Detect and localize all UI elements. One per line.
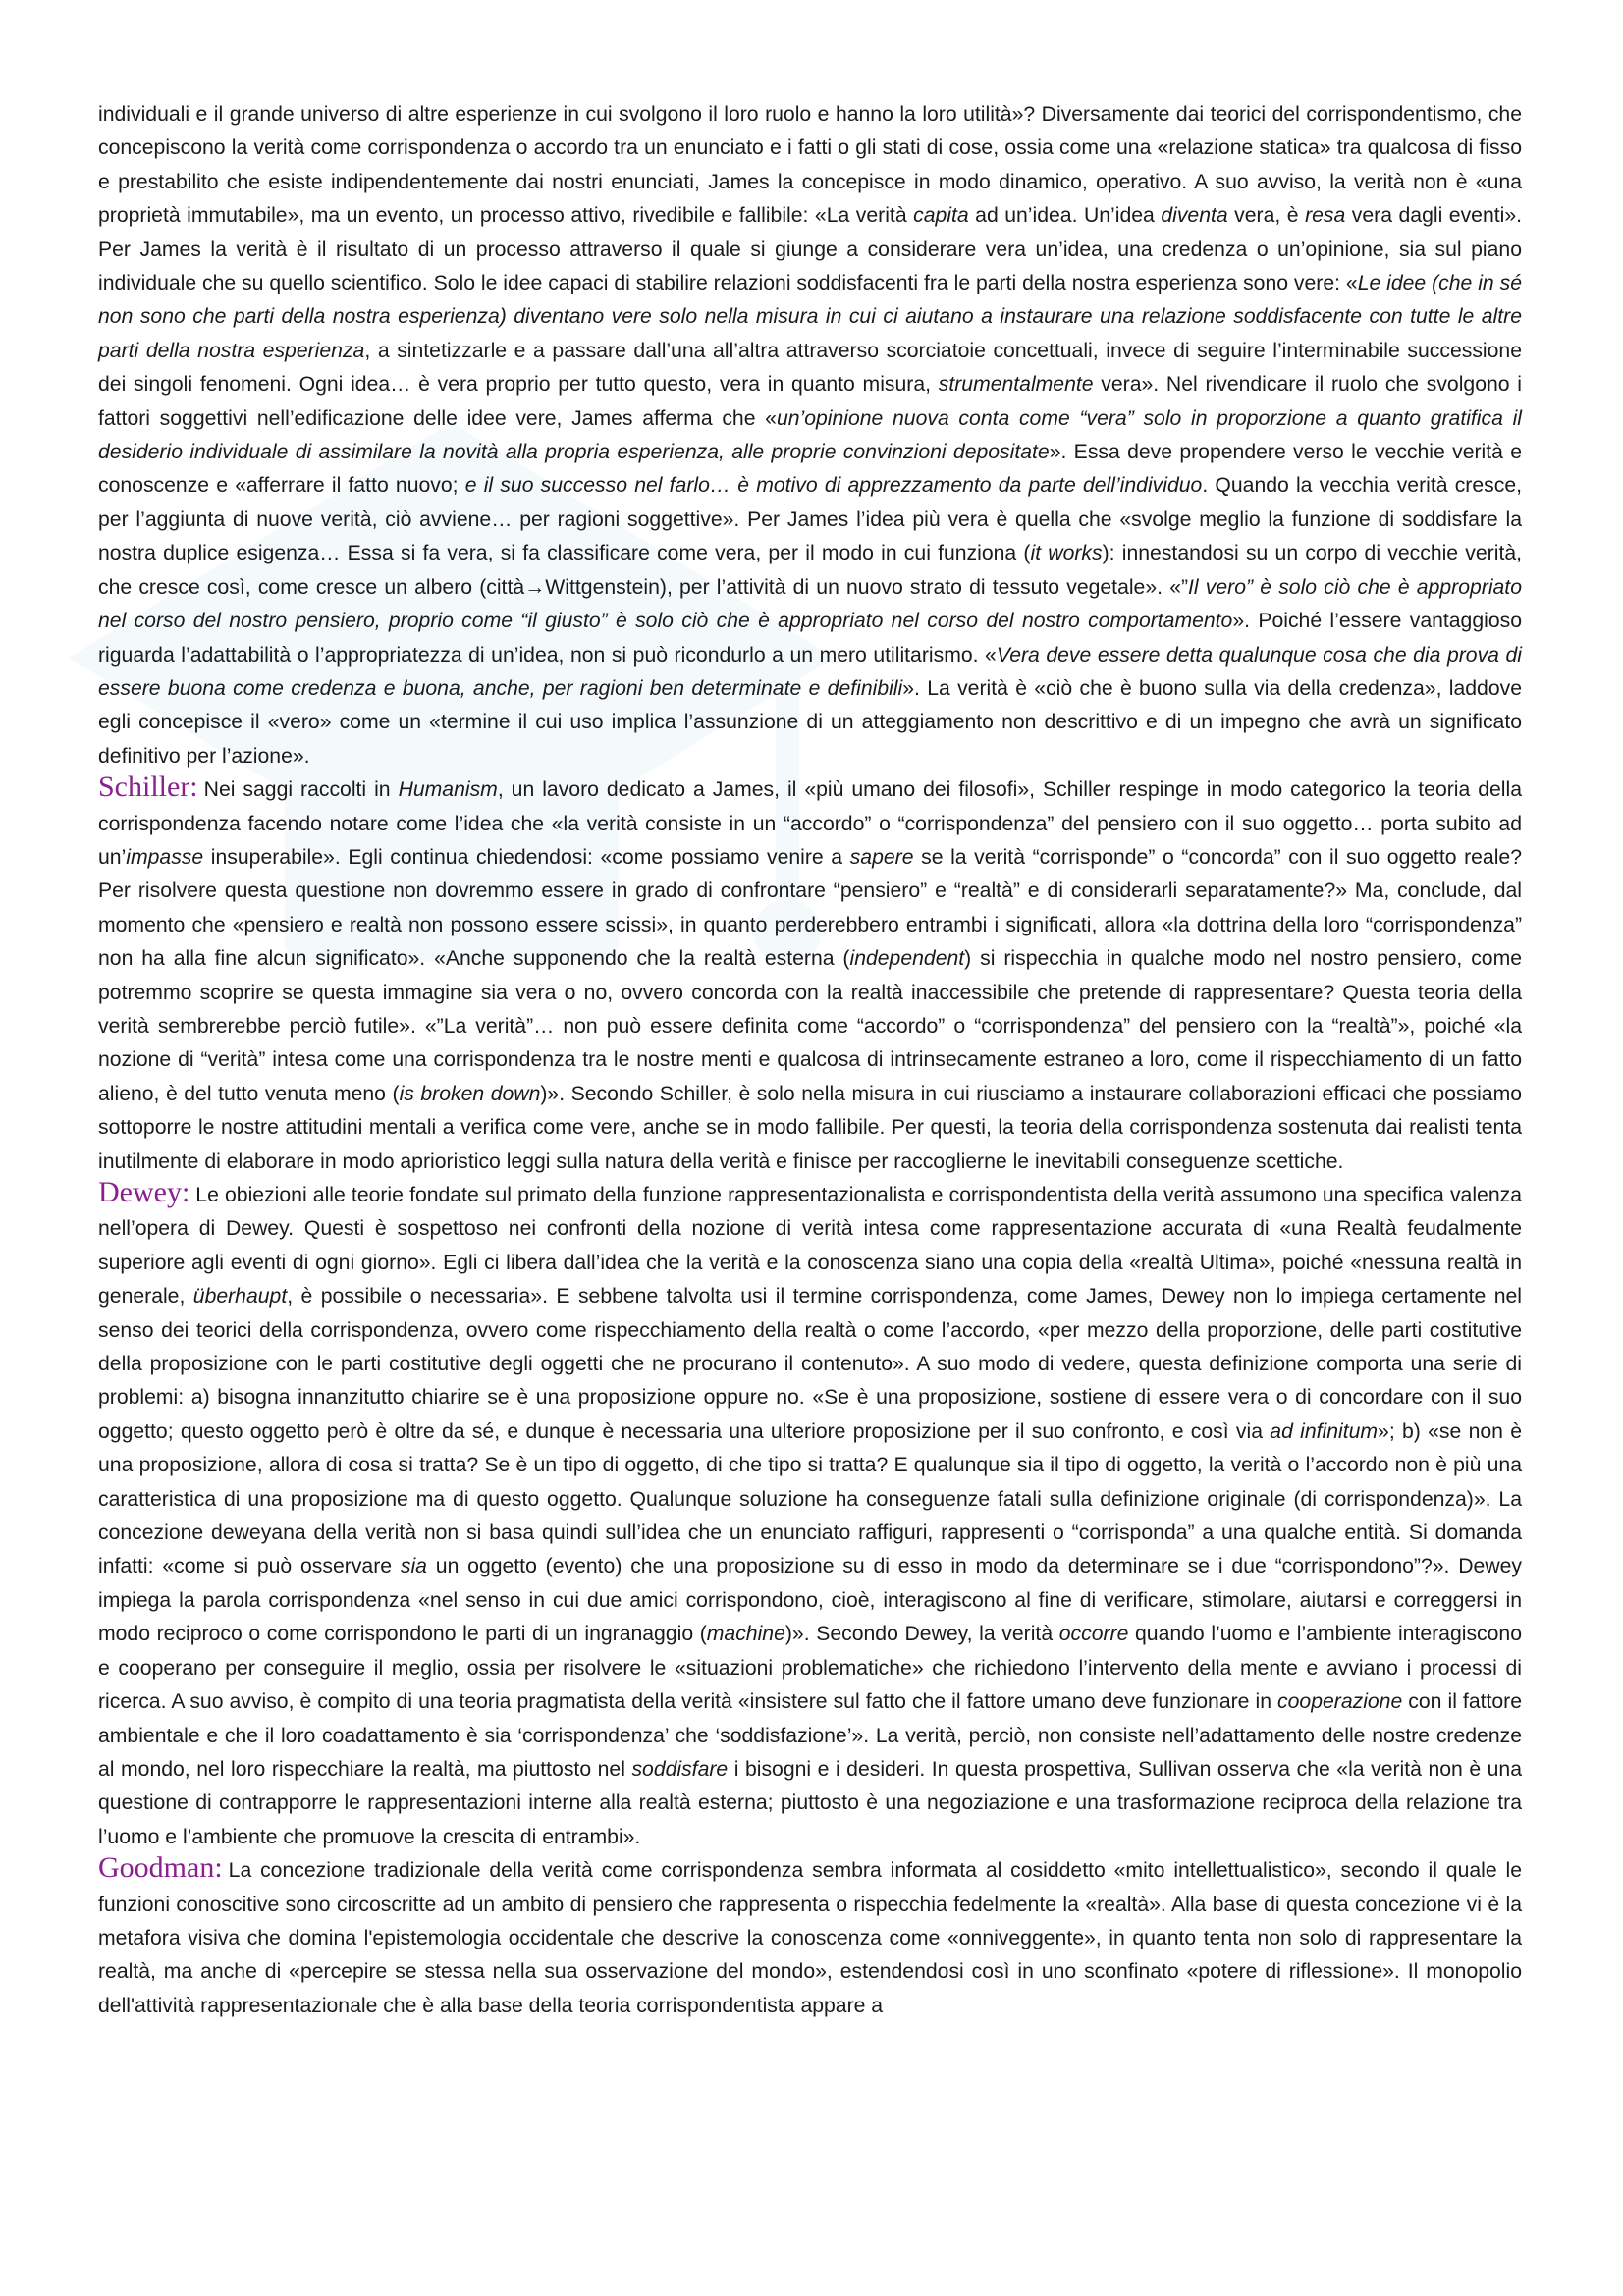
paragraph-james [98, 98, 1522, 774]
italic-text: independent [849, 947, 965, 971]
text-run: Le obiezioni alle teorie fondate sul primato della funzione rappresentazionalista e corrispondentista della verità assumono una specifica valenza nell’opera di Dewey. Questi è sospettoso nei confronti della nozione di verità intesa come rappresentazione accurata di «una Realtà feudalmente superiore agli eventi di ogni giorno». Egli ci libera dall’idea che la verità e la conoscenza siano una copia della «realtà Ultima», poiché «nessuna realtà in generale, [98, 1184, 1522, 1308]
text-run: , è possibile o necessaria». E sebbene talvolta usi il termine corrispondenza, come James, Dewey non lo impiega certamente nel senso dei teorici della corrispondenza, ovvero come rispecchiamento della realtà o come l’accordo, «per mezzo della proporzione, delle parti costitutive della proposizione con le parti costitutive degli oggetti che ne procurano il contenuto». A suo modo di vedere, questa definizione comporta una serie di problemi: a) bisogna innanzitutto chiarire se è una proposizione oppure no. «Se è una proposizione, sostiene di essere vera o di concordare con il suo oggetto; questo oggetto però è oltre da sé, e dunque è necessaria una ulteriore proposizione per il suo confronto, e così via [98, 1285, 1522, 1443]
text-run: ) si rispecchia in qualche modo nel nostro pensiero, come potremmo scoprire se questa immagine sia vera o no, ovvero concorda con la realtà inaccessibile che pretende di rappresentare? Questa teoria della verità sembrerebbe perciò futile». «”La verità”… non può essere definita come “accordo” o “corrispondenza” del pensiero con la “realtà”», poiché «la nozione di “verità” intesa come una corrispondenza tra le nostre menti e qualcosa di intrinsecamente estraneo a loro, come il rispecchiamento di un fatto alieno, è del tutto venuta meno ( [98, 947, 1522, 1105]
paragraph-dewey [98, 1176, 1523, 1854]
italic-text: machine [706, 1623, 785, 1646]
italic-text: soddisfare [631, 1757, 729, 1781]
italic-text: impasse [126, 845, 204, 869]
text-run: Nei saggi raccolti in [203, 778, 399, 802]
text-run: vera». Nel rivendicare il ruolo che svolgono i fattori soggettivi nell’edificazione delle idee vere, James afferma che « [98, 373, 1522, 430]
text-run: vera dagli eventi». Per James la verità è il risultato di un processo attraverso il quale si giunge a considerare vera un’idea, una credenza o un’opinione, sia sul piano individuale che su quello scientifico. Solo le idee capaci di stabilire relazioni soddisfacenti fra le parti della nostra esperienza sono vere: « [98, 204, 1523, 295]
italic-text: is broken down [399, 1082, 541, 1105]
italic-text: it works [1030, 542, 1103, 565]
text-run: )». Secondo Dewey, la verità [784, 1623, 1059, 1646]
section-heading: Schiller: [98, 771, 198, 804]
text-run: vera, è [1227, 204, 1306, 228]
italic-text: ad infinitum [1270, 1419, 1379, 1443]
italic-text: resa [1305, 204, 1346, 228]
text-run: ». Poiché l’essere vantaggioso riguarda l’adattabilità o l’appropriatezza di un’idea, non si può ricondurlo a un mero utilitarismo. « [98, 610, 1522, 667]
text-run: ». La verità è «ciò che è buono sulla via della credenza», laddove egli concepisce il «vero» come un «termine il cui uso implica l’assunzione di un atteggiamento non descrittivo e di un impegno che avrà un significato definitivo per l’azione». [98, 676, 1522, 768]
text-run: . Quando la vecchia verità cresce, per l’aggiunta di nuove verità, ciò avviene… per ragioni soggettive». Per James l’idea più vera è quella che «svolge meglio la funzione di soddisfare la nostra duplice esigenza… Essa si fa vera, si fa classificare come vera, per il modo in cui funziona ( [98, 474, 1522, 565]
text-run: un oggetto (evento) che una proposizione su di esso in modo da determinare se i due “corrispondono”?». Dewey impiega la parola corrispondenza «nel senso in cui due amici corrispondono, cioè, interagiscono al fine di verificare, stimolare, aiutarsi e correggersi in modo reciproco o come corrispondono le parti di un ingranaggio ( [98, 1555, 1523, 1646]
section-heading: Goodman: [98, 1851, 223, 1885]
document-body [98, 98, 1522, 2023]
text-run: con il fattore ambientale e che il loro coadattamento è sia ‘corrispondenza’ che ‘soddisfazione’». La verità, perciò, non consiste nell’adattamento delle nostre credenze al mondo, nel loro rispecchiare la realtà, ma piuttosto nel [98, 1690, 1522, 1781]
italic-text: un’opinione nuova conta come “vera” solo in proporzione a quanto gratifica il desiderio individuale di assimilare la novità alla propria esperienza, alle proprie convinzioni depositate [98, 406, 1522, 464]
text-run: »; b) «se non è una proposizione, allora di cosa si tratta? Se è un tipo di oggetto, di che tipo si tratta? E qualunque sia il tipo di oggetto, la verità o l’accordo non è più una caratteristica di una proposizione ma di questo oggetto. Qualunque soluzione ha conseguenze fatali sulla definizione originale (di corrispondenza)». La concezione deweyana della verità non si basa quindi sull’idea che un enunciato raffiguri, rappresenti o “corrisponda” a una qualche entità. Si domanda infatti: «come si può osservare [98, 1419, 1522, 1578]
text-run: ». Essa deve propendere verso le vecchie verità e conoscenze e «afferrare il fatto nuovo; [98, 441, 1522, 498]
italic-text: e il suo successo nel farlo… è motivo di apprezzamento da parte dell’individuo [464, 474, 1203, 498]
paragraph-goodman [98, 1851, 1522, 2023]
italic-text: sia [400, 1555, 427, 1578]
text-run: individuali e il grande universo di altre esperienze in cui svolgono il loro ruolo e hanno la loro utilità»? Diversamente dai teorici del corrispondentismo, che concepiscono la verità come corrispondenza o accordo tra un enunciato e i fatti o gli stati di cose, ossia come una «relazione statica» tra qualcosa di fisso e prestabilito che esiste indipendentemente dai nostri enunciati, James la concepisce in modo dinamico, operativo. A suo avviso, la verità non è «una proprietà immutabile», ma un evento, un processo attivo, rivedibile e fallibile: «La verità [98, 103, 1522, 228]
italic-text: überhaupt [192, 1285, 288, 1308]
italic-text: sapere [849, 845, 914, 869]
italic-text: Le idee (che in sé non sono che parti della nostra esperienza) diventano vere solo nella misura in cui ci aiutano a instaurare una relazione soddisfacente con tutte le altre parti della nostra esperienza [98, 272, 1522, 362]
italic-text: Il vero” è solo ciò che è appropriato nel corso del nostro pensiero, proprio come “il giusto” è solo ciò che è appropriato nel corso del nostro comportamento [98, 575, 1522, 633]
text-run: quando l’uomo e l’ambiente interagiscono e cooperano per conseguire il meglio, ossia per risolvere le «situazioni problematiche» che richiedono l’intervento della mente e avviano i processi di ricerca. A suo avviso, è compito di una teoria pragmatista della verità «insistere sul fatto che il fattore umano deve funzionare in [98, 1623, 1522, 1714]
italic-text: cooperazione [1277, 1690, 1403, 1714]
paragraph-schiller [98, 771, 1523, 1179]
italic-text: Humanism [398, 778, 498, 802]
text-run: i bisogni e i desideri. In questa prospettiva, Sullivan osserva che «la verità non è una questione di contrapporre le rappresentazioni interne alla realtà esterna; piuttosto è una negoziazione e una trasformazione reciproca della relazione tra l’uomo e l’ambiente che promuove la crescita di entrambi». [98, 1757, 1522, 1848]
text-run: ): innestandosi su un corpo di vecchie verità, che cresce così, come cresce un albero (città→Wittgenstein), per l’attività di un nuovo strato di tessuto vegetale». «” [98, 542, 1523, 599]
text-run: La concezione tradizionale della verità come corrispondenza sembra informata al cosiddetto «mito intellettualistico», secondo il quale le funzioni conoscitive sono circoscritte ad un ambito di pensiero che rappresenta o rispecchia fedelmente la «realtà». Alla base di questa concezione vi è la metafora visiva che domina l'epistemologia occidentale che descrive la conoscenza come «onniveggente», in quanto tenta non solo di rappresentare la realtà, ma anche di «percepire se stessa nella sua osservazione del mondo», estendendosi così in uno sconfinato «potere di riflessione». Il monopolio dell'attività rappresentazionale che è alla base della teoria corrispondentista appare a [98, 1859, 1522, 2017]
italic-text: capita [913, 204, 969, 228]
text-run: insuperabile». Egli continua chiedendosi: «come possiamo venire a [203, 845, 850, 869]
text-run: , un lavoro dedicato a James, il «più umano dei filosofi», Schiller respinge in modo categorico la teoria della corrispondenza facendo notare come l’idea che «la verità consiste in un “accordo” o “corrispondenza” del pensiero con il suo oggetto… porta subito ad un’ [98, 778, 1523, 869]
italic-text: diventa [1161, 204, 1228, 228]
italic-text: strumentalmente [938, 373, 1094, 397]
italic-text: Vera deve essere detta qualunque cosa che dia prova di essere buona come credenza e buona, anche, per ragioni ben determinate e definibili [98, 643, 1522, 700]
text-run: )». Secondo Schiller, è solo nella misura in cui riusciamo a instaurare collaborazioni efficaci che possiamo sottoporre le nostre attitudini mentali a verifica come vere, anche se in modo fallibile. Per questi, la teoria della corrispondenza sostenuta dai realisti tenta inutilmente di elaborare in modo aprioristico leggi sulla natura della verità e finisce per raccoglierne le inevitabili conseguenze scettiche. [98, 1082, 1522, 1173]
text-run: ad un’idea. Un’idea [968, 204, 1162, 228]
italic-text: occorre [1058, 1623, 1129, 1646]
section-heading: Dewey: [98, 1176, 190, 1208]
text-run: , a sintetizzarle e a passare dall’una all’altra attraverso scorciatoie concettuali, invece di seguire l’interminabile successione dei singoli fenomeni. Ogni idea… è vera proprio per tutto questo, vera in quanto misura, [98, 339, 1522, 397]
text-run: se la verità “corrisponde” o “concorda” con il suo oggetto reale? Per risolvere questa questione non dovremmo essere in grado di confrontare “pensiero” e “realtà” e di considerarli separatamente?» Ma, conclude, dal momento che «pensiero e realtà non possono essere scissi», in quanto perderebbero entrambi i significati, allora «la dottrina della loro “corrispondenza” non ha alla fine alcun significato». «Anche supponendo che la realtà esterna ( [98, 845, 1522, 971]
